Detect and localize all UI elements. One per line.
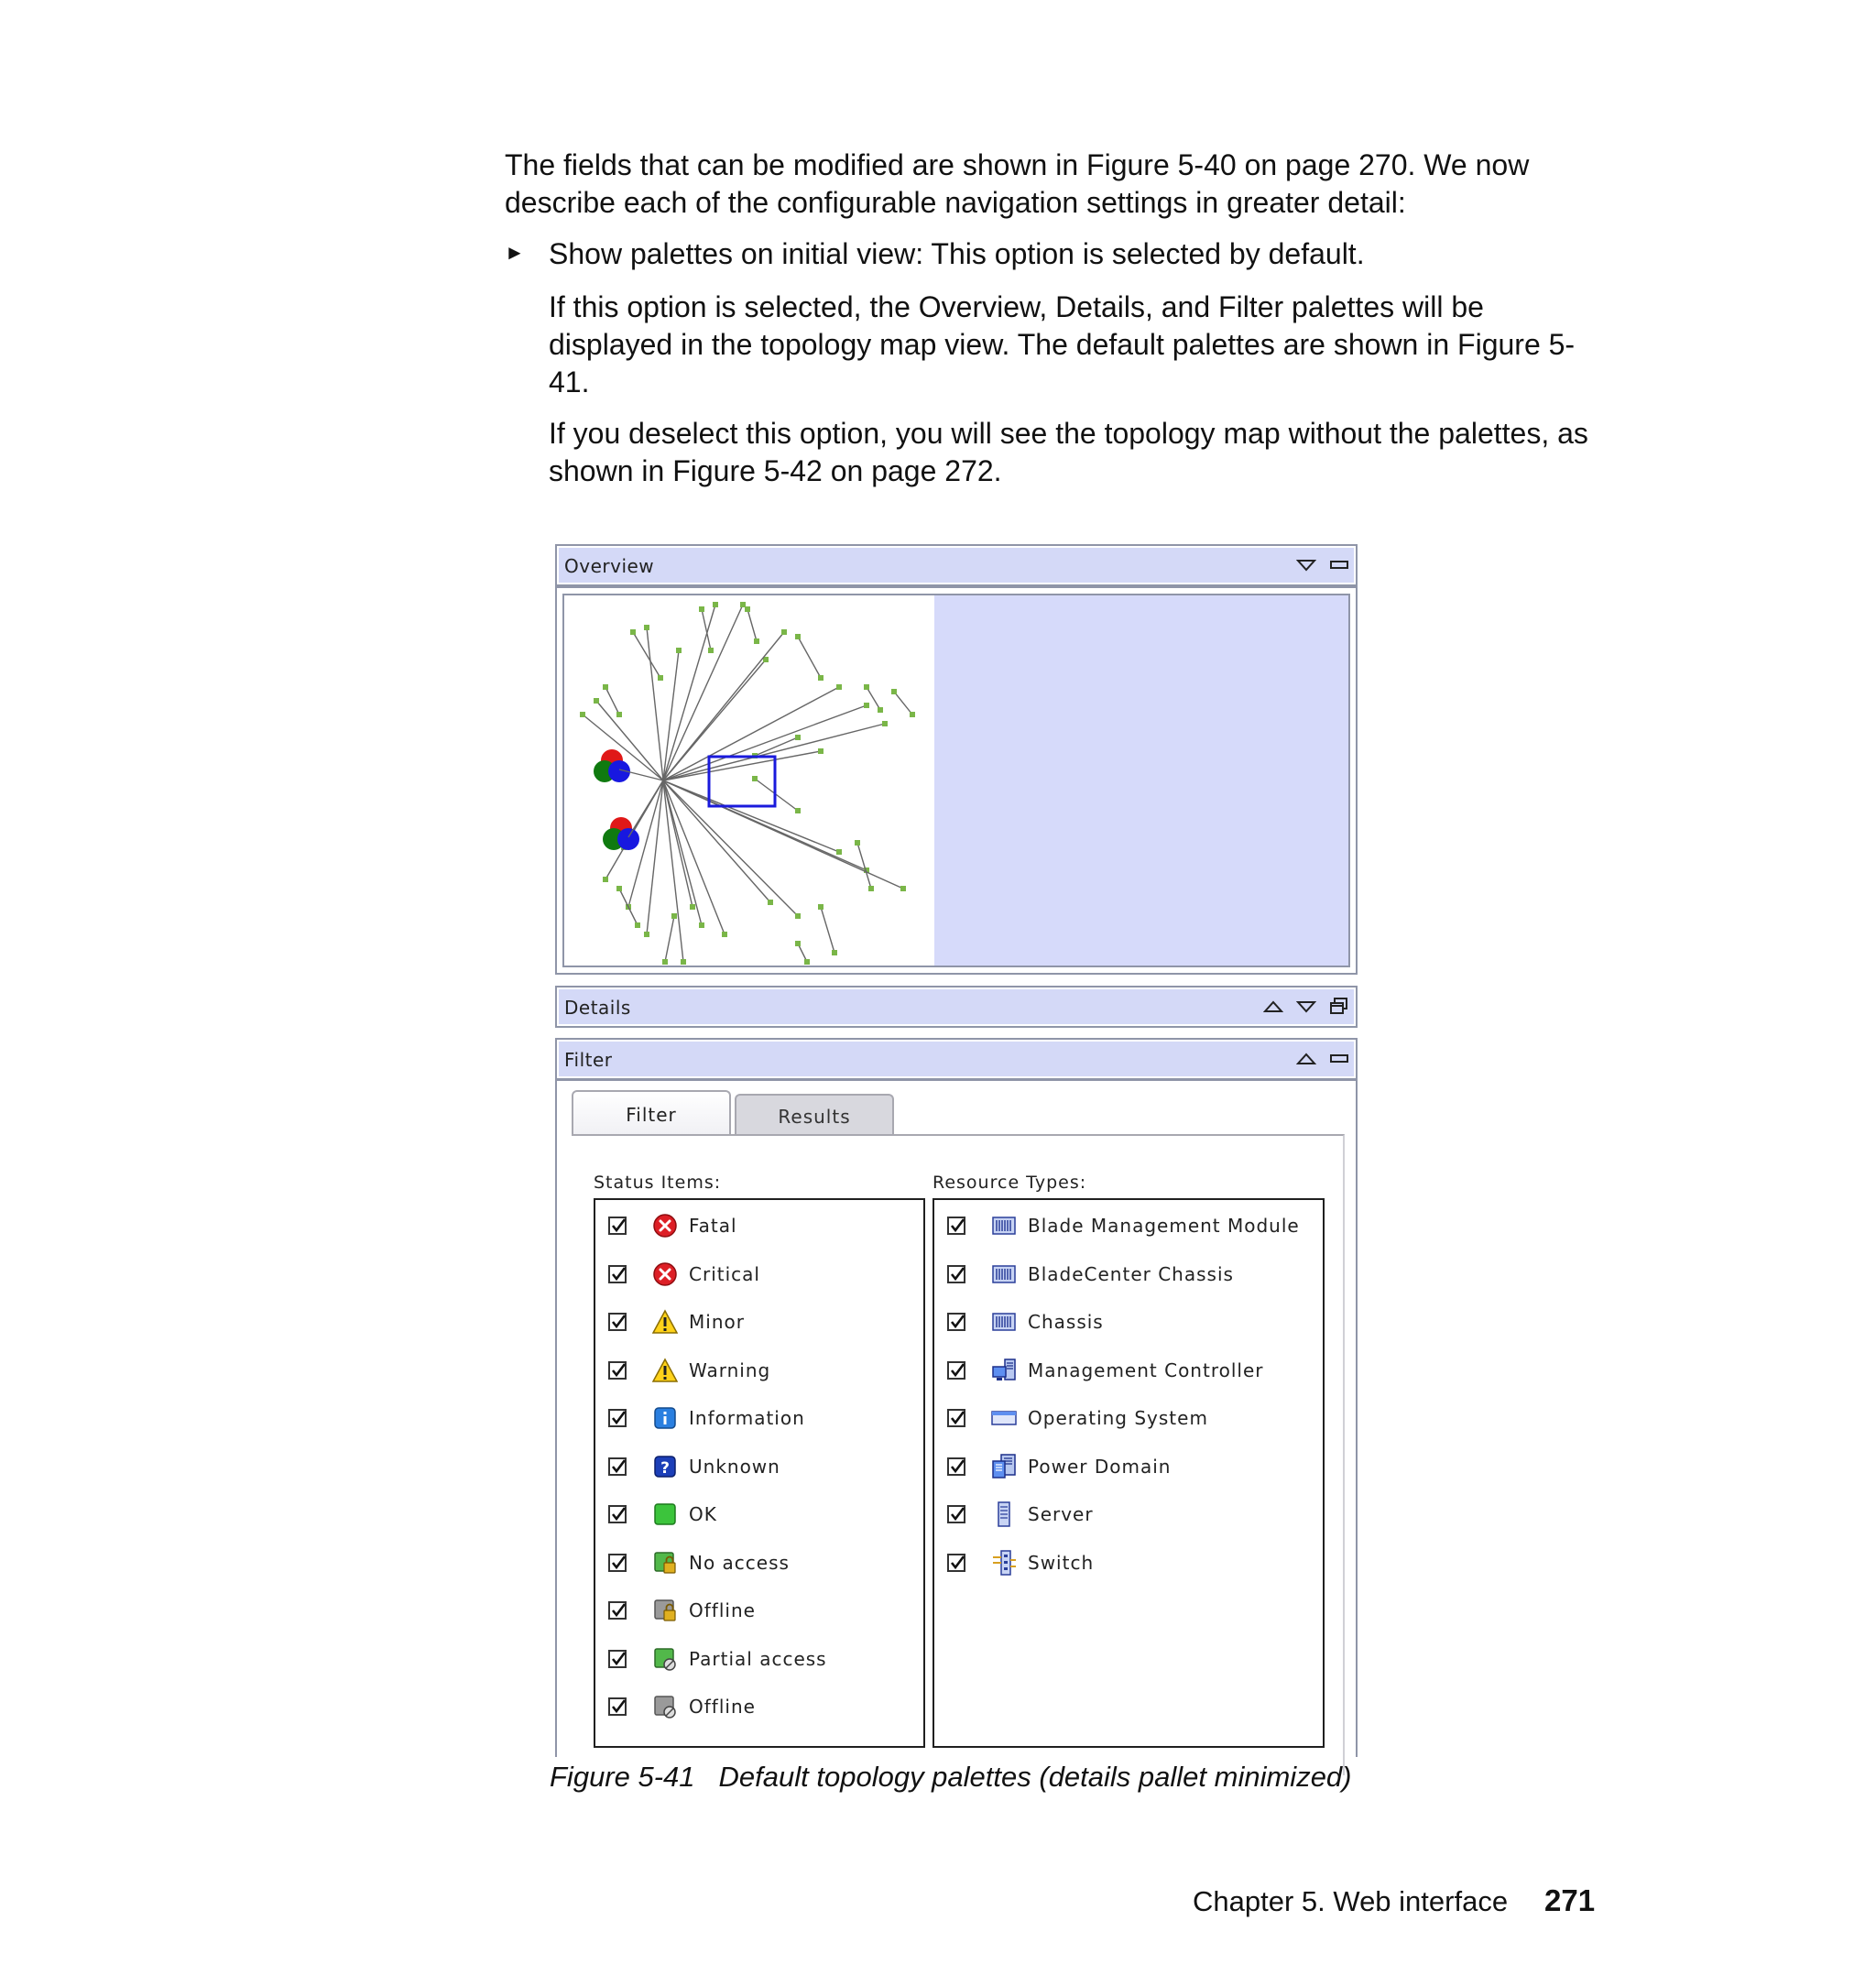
status-item-no-access[interactable] bbox=[595, 1546, 923, 1583]
topology-node bbox=[878, 707, 883, 713]
topology-group-node bbox=[617, 828, 639, 850]
topology-link bbox=[605, 687, 619, 715]
resource-type-label: Switch bbox=[1028, 1551, 1095, 1574]
topology-link bbox=[619, 889, 638, 925]
topology-link bbox=[633, 632, 660, 678]
topology-node bbox=[836, 684, 842, 690]
filter-title: Filter bbox=[564, 1049, 613, 1071]
bullet-arrow-icon: ► bbox=[505, 241, 525, 264]
critical-icon bbox=[652, 1261, 678, 1287]
resource-type-checkbox[interactable] bbox=[947, 1457, 965, 1476]
status-item-offline[interactable] bbox=[595, 1594, 923, 1631]
collapse-down-icon[interactable] bbox=[1295, 554, 1317, 576]
status-item-label: Critical bbox=[689, 1262, 760, 1285]
viewport-indicator bbox=[709, 757, 775, 806]
topology-node bbox=[818, 675, 823, 681]
topology-node bbox=[722, 932, 727, 937]
topology-link bbox=[857, 843, 871, 889]
resource-type-switch[interactable] bbox=[934, 1546, 1323, 1583]
svg-text:?: ? bbox=[660, 1458, 670, 1478]
resource-type-checkbox[interactable] bbox=[947, 1554, 965, 1572]
topology-node bbox=[900, 886, 906, 891]
information-icon bbox=[652, 1405, 678, 1431]
tab-results[interactable]: Results bbox=[735, 1094, 894, 1136]
resource-type-checkbox[interactable] bbox=[947, 1409, 965, 1427]
offline-icon bbox=[652, 1598, 678, 1623]
status-item-label: No access bbox=[689, 1551, 790, 1574]
status-item-checkbox[interactable] bbox=[608, 1505, 627, 1523]
topology-link bbox=[665, 916, 674, 962]
status-item-label: OK bbox=[689, 1503, 717, 1525]
warning-icon bbox=[652, 1358, 678, 1383]
resource-type-power-domain[interactable] bbox=[934, 1450, 1323, 1487]
status-items-list bbox=[594, 1198, 925, 1748]
topology-link bbox=[663, 780, 839, 852]
topology-node bbox=[795, 913, 801, 919]
topology-node bbox=[891, 689, 897, 694]
fatal-icon bbox=[652, 1213, 678, 1239]
resource-type-label: Blade Management Module bbox=[1028, 1215, 1300, 1237]
topology-link bbox=[663, 605, 743, 780]
resource-type-label: BladeCenter Chassis bbox=[1028, 1262, 1234, 1285]
status-item-partial-access[interactable] bbox=[595, 1642, 923, 1679]
resource-type-chassis[interactable] bbox=[934, 1305, 1323, 1342]
topology-node bbox=[690, 904, 695, 910]
tab-filter[interactable]: Filter bbox=[572, 1090, 731, 1136]
resource-types-list bbox=[933, 1198, 1325, 1748]
status-item-checkbox[interactable] bbox=[608, 1650, 627, 1668]
overview-offscreen-area bbox=[934, 595, 1348, 966]
figure-number: Figure 5-41 bbox=[550, 1761, 695, 1793]
status-item-label: Offline bbox=[689, 1599, 756, 1621]
bullet-show-palettes: Show palettes on initial view: This option is selected by default. bbox=[549, 237, 1365, 270]
figure-caption bbox=[550, 1761, 1352, 1794]
no-access-icon bbox=[652, 1550, 678, 1576]
topology-link bbox=[647, 627, 663, 780]
overview-palette-body bbox=[555, 586, 1358, 975]
resource-type-checkbox[interactable] bbox=[947, 1313, 965, 1331]
status-item-checkbox[interactable] bbox=[608, 1409, 627, 1427]
expand-up-icon[interactable] bbox=[1295, 1048, 1317, 1070]
status-item-label: Partial access bbox=[689, 1647, 827, 1670]
offline-partial-icon bbox=[652, 1694, 678, 1719]
resource-type-management-controller[interactable] bbox=[934, 1354, 1323, 1391]
resource-types-label: Resource Types: bbox=[933, 1173, 1087, 1193]
topology-node bbox=[658, 675, 663, 681]
topology-node bbox=[713, 602, 718, 607]
topology-node bbox=[635, 922, 640, 928]
partial-access-icon bbox=[652, 1646, 678, 1672]
topology-node bbox=[795, 808, 801, 813]
status-items-label: Status Items: bbox=[594, 1173, 722, 1193]
status-item-critical[interactable] bbox=[595, 1258, 923, 1294]
topology-node bbox=[630, 629, 636, 635]
topology-link bbox=[747, 609, 757, 641]
topology-node bbox=[832, 950, 837, 955]
status-item-checkbox[interactable] bbox=[608, 1265, 627, 1283]
status-item-checkbox[interactable] bbox=[608, 1697, 627, 1716]
management-controller-icon bbox=[991, 1358, 1017, 1383]
status-item-checkbox[interactable] bbox=[608, 1554, 627, 1572]
intro-paragraph: The fields that can be modified are shown in Figure 5-40 on page 270. We now describe each of the configurable navigation settings in greater detail: bbox=[505, 148, 1530, 219]
topology-link bbox=[663, 780, 683, 962]
topology-node bbox=[882, 721, 888, 726]
topology-link bbox=[663, 605, 715, 780]
status-item-ok[interactable] bbox=[595, 1498, 923, 1534]
resource-type-label: Chassis bbox=[1028, 1311, 1104, 1333]
topology-link bbox=[821, 907, 834, 953]
topology-node bbox=[836, 849, 842, 855]
resource-type-label: Power Domain bbox=[1028, 1455, 1172, 1478]
topology-node bbox=[699, 606, 704, 612]
status-item-label: Information bbox=[689, 1407, 805, 1429]
status-item-unknown[interactable] bbox=[595, 1450, 923, 1487]
minimize-icon[interactable] bbox=[1328, 1048, 1350, 1070]
topology-overview-map[interactable] bbox=[562, 594, 1350, 967]
filter-palette-body bbox=[555, 1079, 1358, 1757]
chassis-icon bbox=[991, 1309, 1017, 1335]
topology-node bbox=[676, 648, 682, 653]
topology-node bbox=[681, 959, 686, 965]
restore-icon[interactable] bbox=[1328, 996, 1350, 1018]
collapse-down-icon[interactable] bbox=[1295, 996, 1317, 1018]
status-item-label: Minor bbox=[689, 1311, 745, 1333]
figure-caption-text: Default topology palettes (details pallet minimized) bbox=[718, 1761, 1352, 1793]
topology-node bbox=[795, 735, 801, 740]
topology-node bbox=[818, 904, 823, 910]
topology-node bbox=[603, 684, 608, 690]
resource-type-checkbox[interactable] bbox=[947, 1265, 965, 1283]
status-item-label: Unknown bbox=[689, 1455, 780, 1478]
paragraph-selected: If this option is selected, the Overview, Details, and Filter palettes will be displayed in the topology map view. The default palettes are shown in Figure 5-41. bbox=[549, 290, 1576, 398]
topology-node bbox=[768, 900, 773, 905]
topology-node bbox=[910, 712, 915, 717]
resource-type-checkbox[interactable] bbox=[947, 1505, 965, 1523]
topology-node bbox=[616, 712, 622, 717]
server-icon bbox=[991, 1501, 1017, 1527]
topology-node bbox=[855, 840, 860, 846]
status-item-fatal[interactable] bbox=[595, 1209, 923, 1246]
status-item-checkbox[interactable] bbox=[608, 1601, 627, 1620]
topology-node bbox=[795, 941, 801, 946]
bladecenter-chassis-icon bbox=[991, 1261, 1017, 1287]
topology-node bbox=[671, 913, 677, 919]
topology-link bbox=[663, 650, 679, 780]
topology-node bbox=[594, 698, 599, 704]
status-item-warning[interactable] bbox=[595, 1354, 923, 1391]
paragraph-deselected: If you deselect this option, you will see the topology map without the palettes, as shown in Figure 5-42 on page 272. bbox=[549, 417, 1588, 487]
topology-node bbox=[781, 629, 787, 635]
expand-up-icon[interactable] bbox=[1262, 996, 1284, 1018]
topology-link bbox=[663, 780, 798, 916]
resource-type-bladecenter-chassis[interactable] bbox=[934, 1258, 1323, 1294]
topology-link bbox=[798, 637, 821, 678]
operating-system-icon bbox=[991, 1405, 1017, 1431]
overview-title: Overview bbox=[564, 555, 655, 577]
topology-node bbox=[699, 922, 704, 928]
resource-type-checkbox[interactable] bbox=[947, 1217, 965, 1235]
status-item-label: Warning bbox=[689, 1359, 771, 1381]
filter-palette-header bbox=[555, 1038, 1358, 1080]
page-number: 271 bbox=[1544, 1883, 1596, 1917]
resource-type-label: Operating System bbox=[1028, 1407, 1208, 1429]
power-domain-icon bbox=[991, 1454, 1017, 1479]
topology-node bbox=[662, 959, 668, 965]
status-item-checkbox[interactable] bbox=[608, 1457, 627, 1476]
topology-node bbox=[804, 959, 810, 965]
topology-link bbox=[755, 737, 798, 756]
details-palette-header bbox=[555, 986, 1358, 1028]
topology-node bbox=[754, 638, 759, 644]
topology-graph bbox=[564, 595, 934, 966]
footer-chapter: Chapter 5. Web interface bbox=[1193, 1885, 1509, 1917]
topology-node bbox=[644, 932, 649, 937]
status-item-offline[interactable] bbox=[595, 1690, 923, 1727]
topology-node bbox=[644, 625, 649, 630]
switch-icon bbox=[991, 1550, 1017, 1576]
resource-type-checkbox[interactable] bbox=[947, 1361, 965, 1380]
resource-type-label: Server bbox=[1028, 1503, 1094, 1525]
status-item-checkbox[interactable] bbox=[608, 1361, 627, 1380]
status-item-checkbox[interactable] bbox=[608, 1217, 627, 1235]
minimize-icon[interactable] bbox=[1328, 554, 1350, 576]
status-item-information[interactable] bbox=[595, 1402, 923, 1438]
blade-module-icon bbox=[991, 1213, 1017, 1239]
resource-type-label: Management Controller bbox=[1028, 1359, 1264, 1381]
topology-node bbox=[818, 748, 823, 754]
topology-node bbox=[752, 776, 758, 781]
resource-type-blade-management-module[interactable] bbox=[934, 1209, 1323, 1246]
topology-node bbox=[616, 886, 622, 891]
resource-type-operating-system[interactable] bbox=[934, 1402, 1323, 1438]
status-item-checkbox[interactable] bbox=[608, 1313, 627, 1331]
resource-type-server[interactable] bbox=[934, 1498, 1323, 1534]
topology-node bbox=[864, 684, 869, 690]
topology-link bbox=[663, 687, 839, 780]
topology-node bbox=[868, 886, 874, 891]
unknown-icon bbox=[652, 1454, 678, 1479]
ok-icon bbox=[652, 1501, 678, 1527]
status-item-label: Fatal bbox=[689, 1215, 737, 1237]
topology-node bbox=[580, 712, 585, 717]
status-item-minor[interactable] bbox=[595, 1305, 923, 1342]
topology-node bbox=[603, 877, 608, 882]
topology-node bbox=[745, 606, 750, 612]
topology-node bbox=[708, 648, 714, 653]
topology-node bbox=[795, 634, 801, 639]
details-title: Details bbox=[564, 997, 631, 1019]
overview-palette-header bbox=[555, 544, 1358, 586]
status-item-label: Offline bbox=[689, 1696, 756, 1718]
minor-warning-icon bbox=[652, 1309, 678, 1335]
topology-node bbox=[864, 703, 869, 708]
topology-link bbox=[894, 692, 912, 715]
